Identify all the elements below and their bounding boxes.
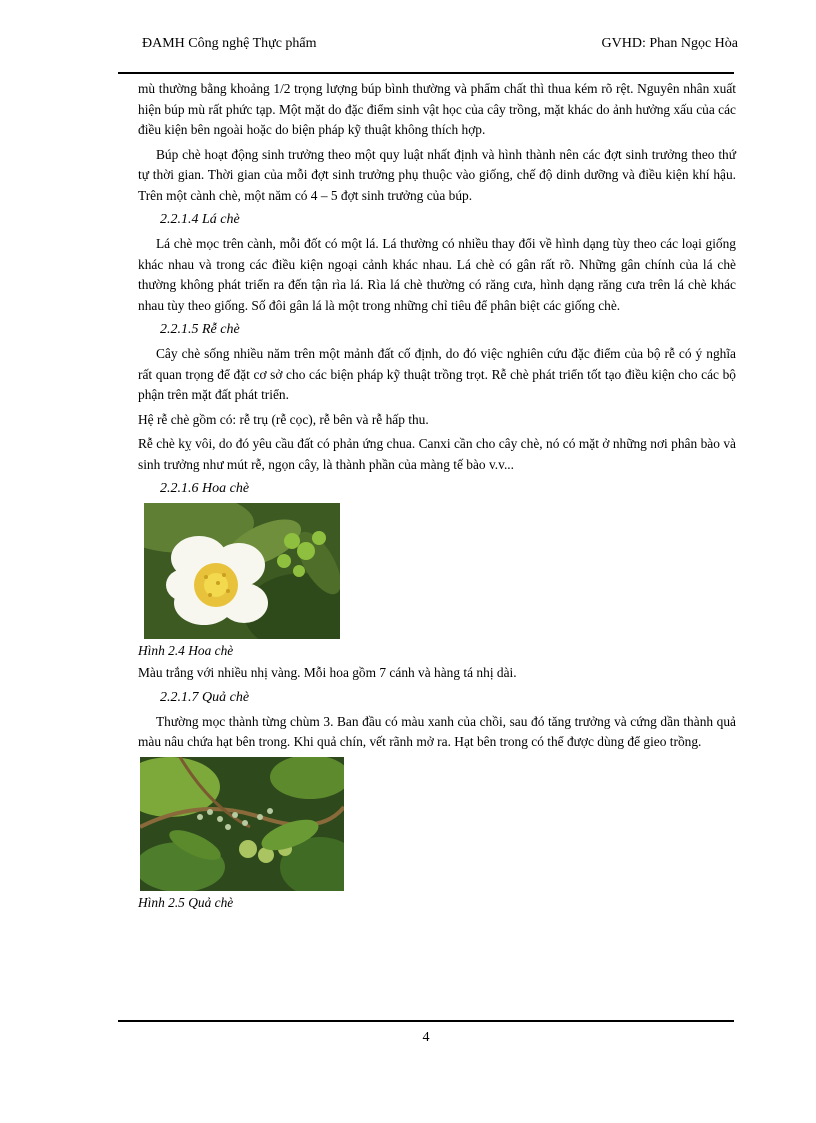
header-instructor: GVHD: Phan Ngọc Hòa [601, 36, 738, 51]
section-heading-fruit: 2.2.1.7 Quả chè [160, 689, 250, 705]
section-heading-flower: 2.2.1.6 Hoa chè [160, 481, 250, 496]
figure-caption-flower: Hình 2.4 Hoa chè [138, 643, 234, 658]
paragraph-root-2: Hệ rễ chè gồm có: rễ trụ (rễ cọc), rễ bên và rễ hấp thu. [138, 411, 429, 427]
paragraph-root-3: Rễ chè kỵ vôi, do đó yêu cầu đất có phản ứng chua. Canxi cần cho cây chè, nó có mặt ở những nơi phân bào và sinh trưởng như mút rễ, ngọn cây, là thành phần của màng tế bào v.v... [138, 436, 736, 472]
page-body [138, 79, 736, 915]
paragraph-flower: Màu trắng với nhiều nhị vàng. Mỗi hoa gồm 7 cánh và hàng tá nhị dài. [138, 665, 517, 680]
paragraph-bud-quality: mù thường bằng khoảng 1/2 trọng lượng búp bình thường và phẩm chất thì thua kém rõ rệt. Nguyên nhân xuất hiện búp mù rất phức tạp. Một mặt do đặc điểm sinh vật học của cây trồng, mặt khác do ảnh hưởng xấu của các điều kiện bên ngoài hoặc do biện pháp kỹ thuật không thích hợp. [138, 81, 736, 137]
paragraph-bud-growth: Búp chè hoạt động sinh trưởng theo một quy luật nhất định và hình thành nên các đợt sinh trưởng theo thứ tự thời gian. Thời gian của mỗi đợt sinh trưởng phụ thuộc vào giống, chế độ dinh dưỡng và điều kiện khí hậu. Trên một cành chè, một năm có 4 – 5 đợt sinh trưởng của búp. [138, 146, 736, 203]
tea-flower-image [144, 503, 340, 639]
page-number: 4 [422, 1030, 430, 1045]
tea-fruit-image [140, 757, 344, 891]
header-course-title: ĐAMH Công nghệ Thực phẩm [142, 36, 317, 51]
header-divider [118, 72, 734, 74]
footer-divider [118, 1020, 734, 1022]
paragraph-root-1: Cây chè sống nhiều năm trên một mảnh đất cố định, do đó việc nghiên cứu đặc điểm của bộ rễ có ý nghĩa rất quan trọng để đặt cơ sở cho các biện pháp kỹ thuật trồng trọt. Rễ chè phát triển tốt tạo điều kiện cho các bộ phận trên mặt đất phát triển. [138, 346, 736, 402]
figure-caption-fruit: Hình 2.5 Quả chè [138, 894, 234, 910]
paragraph-fruit: Thường mọc thành từng chùm 3. Ban đầu có màu xanh của chồi, sau đó tăng trưởng và cứng dần thành quả màu nâu chứa hạt bên trong. Khi quả chín, vết rãnh mở ra. Hạt bên trong có thể được dùng để gieo trồng. [138, 713, 736, 749]
section-heading-root: 2.2.1.5 Rễ chè [160, 322, 240, 337]
section-heading-leaf: 2.2.1.4 Lá chè [160, 212, 240, 227]
paragraph-leaf: Lá chè mọc trên cành, mỗi đốt có một lá. Lá thường có nhiều thay đổi về hình dạng tùy theo các loại giống khác nhau và trong các điều kiện ngoại cảnh khác nhau. Lá chè có gân rất rõ. Những gân chính của lá chè thường không phát triển ra đến tận rìa lá. Rìa lá chè thường có răng cưa, hình dạng răng cưa trên lá chè khác nhau tùy theo giống. Số đôi gân lá là một trong những chỉ tiêu để phân biệt các giống chè. [138, 236, 736, 313]
